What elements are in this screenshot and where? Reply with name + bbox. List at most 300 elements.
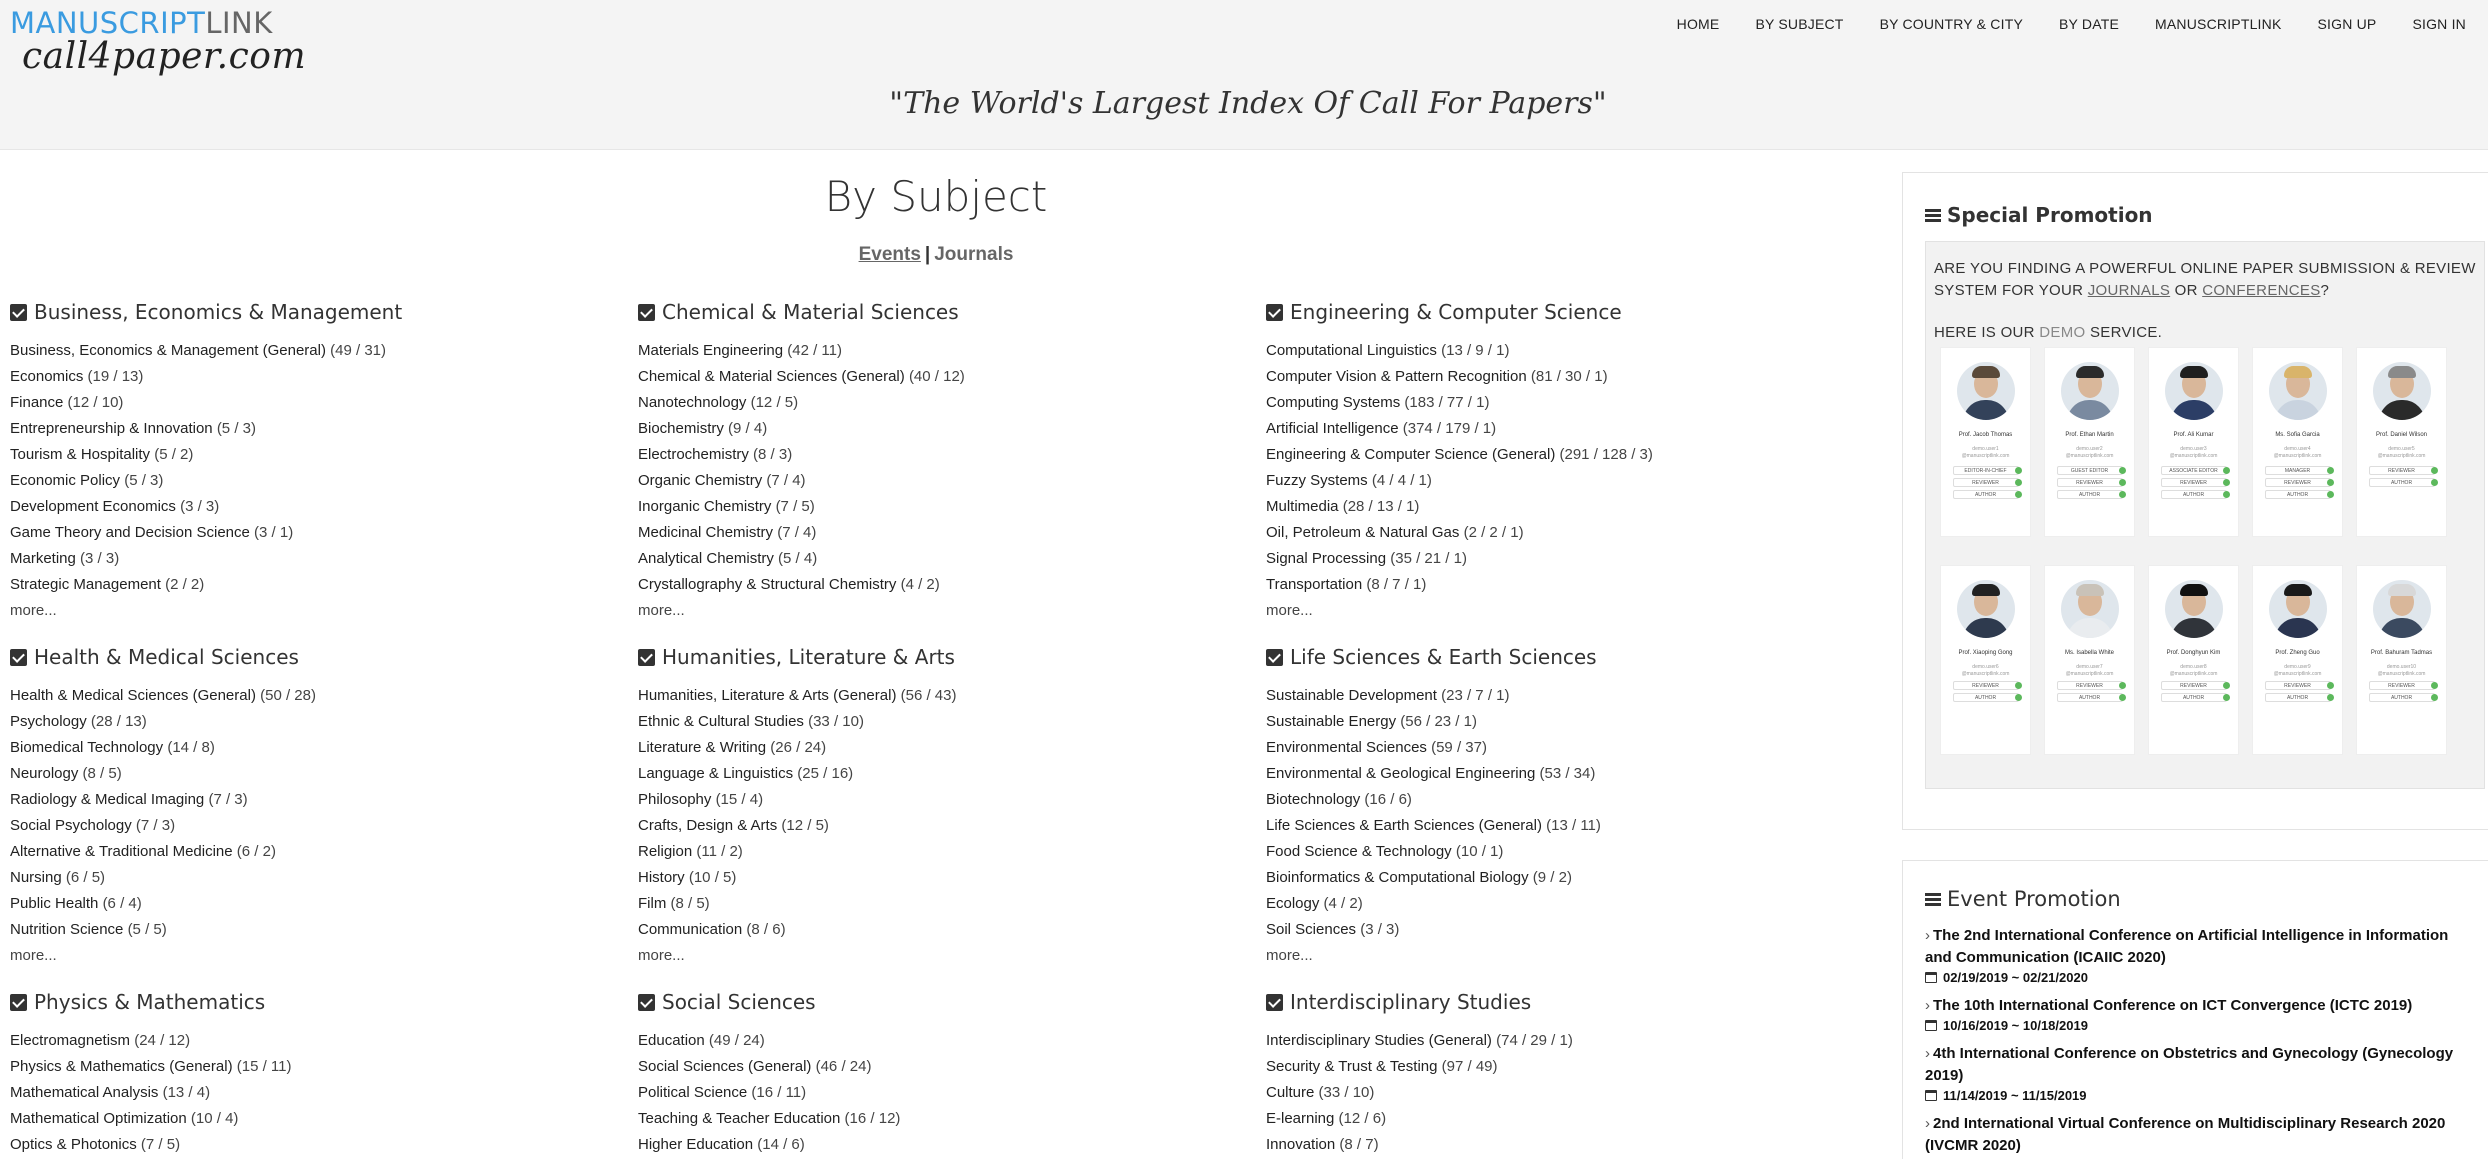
subject-item[interactable] (10, 546, 630, 572)
subject-item-count: (183 / 77 / 1) (1404, 394, 1490, 411)
subject-item-count: (5 / 5) (127, 921, 167, 938)
subject-item[interactable] (10, 1132, 630, 1158)
demo-user-name: Prof. Donghyun Kim (2166, 650, 2221, 656)
subject-item[interactable] (10, 390, 630, 416)
subject-item-count: (46 / 24) (815, 1058, 872, 1075)
subject-item-name[interactable]: Economic Policy (10, 472, 121, 489)
role-login-button[interactable]: REVIEWER (2265, 681, 2331, 690)
role-login-button[interactable]: AUTHOR (2369, 478, 2435, 487)
more-link[interactable]: more... (10, 947, 57, 964)
subject-item-name[interactable]: Crafts, Design & Arts (638, 817, 778, 834)
subject-item-count: (8 / 7) (1339, 1136, 1379, 1153)
subject-item-name[interactable]: Strategic Management (10, 576, 161, 593)
more-link[interactable]: more... (1266, 602, 1313, 619)
demo-user-domain: @manuscriptlink.com (2169, 671, 2218, 677)
subject-item[interactable] (10, 813, 630, 839)
subject-item[interactable] (10, 442, 630, 468)
subject-item-name[interactable]: Sustainable Energy (1266, 713, 1397, 730)
special-promotion-panel (1902, 172, 2488, 830)
subject-item[interactable] (1266, 546, 1886, 572)
subject-block-interdisciplinary-studies (1266, 990, 1886, 1158)
subject-item-count: (23 / 7 / 1) (1441, 687, 1510, 704)
subject-item[interactable] (638, 865, 1258, 891)
subject-item-name[interactable]: Finance (10, 394, 64, 411)
subject-item-name[interactable]: Computing Systems (1266, 394, 1401, 411)
demo-user-name: Prof. Zheng Guo (2275, 650, 2320, 656)
subject-item-name[interactable]: Nursing (10, 869, 62, 886)
event-link[interactable] (1925, 925, 2478, 969)
subject-item-count: (49 / 24) (708, 1032, 765, 1049)
subject-item-name[interactable]: Public Health (10, 895, 99, 912)
checkbox-checked-icon[interactable] (638, 994, 655, 1011)
subject-item[interactable] (1266, 813, 1886, 839)
subject-item-name[interactable]: Religion (638, 843, 693, 860)
role-login-button[interactable]: AUTHOR (2057, 693, 2123, 702)
subject-item-name[interactable]: Materials Engineering (638, 342, 784, 359)
subject-item[interactable] (10, 787, 630, 813)
subject-item[interactable] (10, 338, 630, 364)
subject-item[interactable] (638, 761, 1258, 787)
subject-item-name[interactable]: Education (638, 1032, 705, 1049)
subject-item-count: (8 / 5) (670, 895, 710, 912)
demo-user-card[interactable] (2356, 347, 2447, 537)
checkbox-checked-icon[interactable] (638, 304, 655, 321)
subject-item[interactable] (1266, 442, 1886, 468)
subject-heading[interactable] (638, 645, 1258, 669)
event-promotion-title: Event Promotion (1947, 887, 2121, 911)
more-link[interactable]: more... (638, 947, 685, 964)
demo-user-name: Prof. Jacob Thomas (1958, 432, 2013, 438)
subject-item-name[interactable]: Sustainable Development (1266, 687, 1437, 704)
subject-item[interactable] (10, 364, 630, 390)
demo-user-id: demo.user5 (2388, 446, 2415, 452)
subject-item-name[interactable]: Engineering & Computer Science (General) (1266, 446, 1556, 463)
subject-item-name[interactable]: Computational Linguistics (1266, 342, 1437, 359)
subject-item[interactable] (1266, 917, 1886, 943)
subject-heading[interactable] (1266, 645, 1886, 669)
checkbox-checked-icon[interactable] (1266, 304, 1283, 321)
subject-item[interactable] (638, 494, 1258, 520)
nav-by-country-city[interactable]: BY COUNTRY & CITY (1879, 16, 2023, 32)
subject-item-count: (59 / 37) (1431, 739, 1487, 756)
demo-user-name: Prof. Xiaoping Gong (1958, 650, 2013, 656)
subject-item[interactable] (1266, 416, 1886, 442)
subject-item-count: (16 / 11) (751, 1084, 807, 1101)
subject-item[interactable] (638, 468, 1258, 494)
subject-item[interactable] (1266, 364, 1886, 390)
checkbox-checked-icon[interactable] (1266, 649, 1283, 666)
subject-item[interactable] (638, 1080, 1258, 1106)
role-login-button[interactable]: AUTHOR (2369, 693, 2435, 702)
subject-item[interactable] (638, 1054, 1258, 1080)
nav-by-subject[interactable]: BY SUBJECT (1755, 16, 1844, 32)
subject-item-name[interactable]: Health & Medical Sciences (General) (10, 687, 256, 704)
subject-item-name[interactable]: Food Science & Technology (1266, 843, 1452, 860)
subject-item[interactable] (638, 787, 1258, 813)
subject-item-name[interactable]: Social Psychology (10, 817, 132, 834)
event-item (1925, 1113, 2478, 1157)
subject-item-name[interactable]: Oil, Petroleum & Natural Gas (1266, 524, 1460, 541)
promotion-question (1934, 258, 2476, 302)
role-login-button[interactable]: AUTHOR (2057, 490, 2123, 499)
subject-item[interactable] (1266, 1132, 1886, 1158)
subject-item[interactable] (638, 338, 1258, 364)
subject-item[interactable] (10, 416, 630, 442)
subject-item[interactable] (10, 1028, 630, 1054)
nav-sign-in[interactable]: SIGN IN (2412, 16, 2466, 32)
subject-item[interactable] (638, 520, 1258, 546)
subject-item-name[interactable]: Analytical Chemistry (638, 550, 774, 567)
subject-item-name[interactable]: Crystallography & Structural Chemistry (638, 576, 897, 593)
subject-item-name[interactable]: Optics & Photonics (10, 1136, 137, 1153)
subject-item-name[interactable]: Inorganic Chemistry (638, 498, 772, 515)
subject-item-count: (7 / 4) (777, 524, 817, 541)
subject-item[interactable] (638, 546, 1258, 572)
demo-user-domain: @manuscriptlink.com (1961, 671, 2010, 677)
subject-item-name[interactable]: Higher Education (638, 1136, 754, 1153)
subject-heading[interactable] (638, 990, 1258, 1014)
chevron-right-icon: › (1925, 1115, 1930, 1132)
subject-heading[interactable] (1266, 990, 1886, 1014)
demo-user-id: demo.user3 (2180, 446, 2207, 452)
subject-item-name[interactable]: Electromagnetism (10, 1032, 131, 1049)
demo-user-card[interactable] (2356, 565, 2447, 755)
subject-item-name[interactable]: Electrochemistry (638, 446, 749, 463)
subject-item[interactable] (10, 1054, 630, 1080)
subject-item-count: (8 / 5) (82, 765, 122, 782)
subject-item-name[interactable]: Economics (10, 368, 84, 385)
subject-item-name[interactable]: Development Economics (10, 498, 176, 515)
brand-script-logo[interactable]: call4paper.com (22, 36, 307, 77)
subject-item-count: (53 / 34) (1539, 765, 1596, 782)
subject-item[interactable] (10, 709, 630, 735)
demo-user-email (2378, 446, 2426, 460)
role-login-button[interactable]: EDITOR-IN-CHIEF (1953, 466, 2019, 475)
subject-item-name[interactable]: Environmental & Geological Engineering (1266, 765, 1536, 782)
subject-item-name[interactable]: Signal Processing (1266, 550, 1387, 567)
demo-user-name: Prof. Bahuram Tadmas (2370, 650, 2433, 656)
subject-item-name[interactable]: Chemical & Material Sciences (General) (638, 368, 905, 385)
checkbox-checked-icon[interactable] (638, 649, 655, 666)
role-login-button[interactable]: ASSOCIATE EDITOR (2161, 466, 2227, 475)
promotion-q-end: ? (2320, 282, 2330, 299)
demo-user-card[interactable] (2044, 347, 2135, 537)
subject-item[interactable] (638, 917, 1258, 943)
subject-item-name[interactable]: Fuzzy Systems (1266, 472, 1368, 489)
subject-block-engineering-computer-science (1266, 300, 1886, 624)
subject-item-name[interactable]: Biomedical Technology (10, 739, 164, 756)
subject-item-name[interactable]: Business, Economics & Management (General) (10, 342, 326, 359)
subject-item-name[interactable]: Nutrition Science (10, 921, 124, 938)
subject-item[interactable] (1266, 390, 1886, 416)
subject-item[interactable] (638, 416, 1258, 442)
subject-item[interactable] (638, 442, 1258, 468)
subject-item[interactable] (1266, 709, 1886, 735)
subject-item-count: (6 / 2) (236, 843, 276, 860)
subject-item[interactable] (1266, 735, 1886, 761)
demo-user-card[interactable] (1940, 347, 2031, 537)
subject-item-name[interactable]: Biochemistry (638, 420, 724, 437)
role-login-button[interactable]: AUTHOR (1953, 693, 2019, 702)
subject-item[interactable] (10, 839, 630, 865)
subject-item[interactable] (10, 891, 630, 917)
subject-item-name[interactable]: Communication (638, 921, 743, 938)
subject-item[interactable] (10, 683, 630, 709)
subject-item-count: (12 / 5) (750, 394, 799, 411)
brand-part1: MANUSCRIPT (10, 6, 206, 40)
subject-item[interactable] (638, 390, 1258, 416)
subject-item[interactable] (638, 572, 1258, 598)
subject-item-name[interactable]: Biotechnology (1266, 791, 1361, 808)
subject-item[interactable] (638, 1132, 1258, 1158)
subject-item-name[interactable]: Soil Sciences (1266, 921, 1357, 938)
role-login-button[interactable]: AUTHOR (2265, 693, 2331, 702)
role-login-button[interactable]: AUTHOR (2265, 490, 2331, 499)
subject-item[interactable] (10, 1080, 630, 1106)
event-link[interactable] (1925, 995, 2478, 1017)
top-nav (1659, 16, 2478, 32)
more-link[interactable]: more... (1266, 947, 1313, 964)
subject-item-name[interactable]: Innovation (1266, 1136, 1336, 1153)
subject-item-count: (26 / 24) (770, 739, 827, 756)
subject-heading[interactable] (10, 990, 630, 1014)
subject-item[interactable] (638, 839, 1258, 865)
subject-item[interactable] (10, 468, 630, 494)
role-login-button[interactable]: GUEST EDITOR (2057, 466, 2123, 475)
subject-item[interactable] (638, 1028, 1258, 1054)
subject-item-count: (56 / 43) (900, 687, 957, 704)
subject-item-name[interactable]: Entrepreneurship & Innovation (10, 420, 213, 437)
subject-item[interactable] (1266, 761, 1886, 787)
subject-item[interactable] (638, 709, 1258, 735)
subject-item-name[interactable]: History (638, 869, 685, 886)
demo-user-name: Prof. Ali Kumar (2173, 432, 2214, 438)
role-login-button[interactable]: REVIEWER (2265, 478, 2331, 487)
subject-item-name[interactable]: Political Science (638, 1084, 748, 1101)
subject-item-name[interactable]: Social Sciences (General) (638, 1058, 812, 1075)
subject-item-name[interactable]: Culture (1266, 1084, 1315, 1101)
subject-item[interactable] (10, 1106, 630, 1132)
demo-user-email (1962, 664, 2010, 678)
subject-item[interactable] (10, 917, 630, 943)
conferences-promo-link[interactable]: CONFERENCES (2202, 282, 2321, 299)
subject-item[interactable] (10, 572, 630, 598)
role-login-button[interactable]: AUTHOR (2161, 490, 2227, 499)
subject-item-name[interactable]: Medicinal Chemistry (638, 524, 774, 541)
subject-item[interactable] (1266, 865, 1886, 891)
subject-item[interactable] (10, 520, 630, 546)
subject-item-name[interactable]: Life Sciences & Earth Sciences (General) (1266, 817, 1542, 834)
subject-item-count: (42 / 11) (787, 342, 842, 359)
subject-item-name[interactable]: Security & Trust & Testing (1266, 1058, 1438, 1075)
role-login-button[interactable]: REVIEWER (2057, 478, 2123, 487)
subject-item-name[interactable]: Tourism & Hospitality (10, 446, 151, 463)
subject-item-name[interactable]: Artificial Intelligence (1266, 420, 1399, 437)
subject-item-name[interactable]: Philosophy (638, 791, 712, 808)
subject-item-count: (40 / 12) (908, 368, 965, 385)
subject-item-name[interactable]: Multimedia (1266, 498, 1339, 515)
avatar (2269, 362, 2327, 420)
subject-item[interactable] (1266, 891, 1886, 917)
subject-item-count: (14 / 6) (757, 1136, 805, 1153)
subject-item-name[interactable]: E-learning (1266, 1110, 1335, 1127)
demo-user-name: Prof. Daniel Wilson (2375, 432, 2428, 438)
event-date (1925, 970, 2478, 985)
subject-heading[interactable] (1266, 300, 1886, 324)
subject-item[interactable] (1266, 683, 1886, 709)
demo-user-name: Ms. Isabella White (2064, 650, 2115, 656)
subject-item-name[interactable]: Film (638, 895, 667, 912)
subject-item-name[interactable]: Organic Chemistry (638, 472, 763, 489)
subject-item-name[interactable]: Environmental Sciences (1266, 739, 1427, 756)
subject-item-count: (33 / 10) (1318, 1084, 1375, 1101)
subject-item[interactable] (1266, 1054, 1886, 1080)
checkbox-checked-icon[interactable] (1266, 994, 1283, 1011)
brand-logo[interactable] (10, 6, 273, 40)
events-link[interactable]: Events (858, 244, 921, 265)
subject-item[interactable] (1266, 787, 1886, 813)
subject-item[interactable] (638, 735, 1258, 761)
chevron-right-icon: › (1925, 997, 1930, 1014)
subject-item[interactable] (10, 865, 630, 891)
demo-post: SERVICE. (2085, 324, 2163, 341)
subject-item-count: (81 / 30 / 1) (1530, 368, 1608, 385)
subject-item-name[interactable]: Literature & Writing (638, 739, 767, 756)
subject-item[interactable] (638, 1106, 1258, 1132)
role-login-button[interactable]: MANAGER (2265, 466, 2331, 475)
role-login-button[interactable]: AUTHOR (2161, 693, 2227, 702)
subject-item-name[interactable]: Transportation (1266, 576, 1363, 593)
checkbox-checked-icon[interactable] (10, 304, 27, 321)
event-link[interactable] (1925, 1043, 2478, 1087)
role-login-button[interactable]: REVIEWER (2369, 681, 2435, 690)
subject-list (1266, 683, 1886, 943)
subject-item-name[interactable]: Physics & Mathematics (General) (10, 1058, 233, 1075)
role-login-button[interactable]: REVIEWER (2161, 681, 2227, 690)
subject-item[interactable] (10, 735, 630, 761)
demo-user-card[interactable] (2148, 347, 2239, 537)
more-link[interactable]: more... (638, 602, 685, 619)
event-link[interactable] (1925, 1113, 2478, 1157)
subject-list (638, 338, 1258, 598)
demo-user-domain: @manuscriptlink.com (2377, 671, 2426, 677)
subject-heading[interactable] (10, 300, 630, 324)
subject-item[interactable] (1266, 338, 1886, 364)
subject-item-name[interactable]: Ecology (1266, 895, 1320, 912)
subject-heading[interactable] (10, 645, 630, 669)
nav-home[interactable]: HOME (1676, 16, 1720, 32)
role-login-button[interactable]: AUTHOR (1953, 490, 2019, 499)
subject-item-name[interactable]: Neurology (10, 765, 79, 782)
nav-by-date[interactable]: BY DATE (2059, 16, 2120, 32)
subject-item-name[interactable]: Mathematical Analysis (10, 1084, 159, 1101)
subject-item-count: (13 / 11) (1546, 817, 1601, 834)
subject-item-count: (3 / 3) (1360, 921, 1400, 938)
subject-item-name[interactable]: Language & Linguistics (638, 765, 794, 782)
role-login-button[interactable]: REVIEWER (2161, 478, 2227, 487)
demo-user-card[interactable] (2252, 565, 2343, 755)
subject-heading[interactable] (638, 300, 1258, 324)
subject-item-name[interactable]: Teaching & Teacher Education (638, 1110, 841, 1127)
subject-item-name[interactable]: Game Theory and Decision Science (10, 524, 250, 541)
subject-item-name[interactable]: Radiology & Medical Imaging (10, 791, 205, 808)
brand-part2: LINK (205, 6, 273, 40)
subject-block-physics-mathematics (10, 990, 630, 1158)
subject-item-count: (2 / 2 / 1) (1463, 524, 1524, 541)
subject-item[interactable] (638, 364, 1258, 390)
checkbox-checked-icon[interactable] (10, 649, 27, 666)
demo-link[interactable]: DEMO (2039, 324, 2086, 341)
subject-item[interactable] (1266, 1106, 1886, 1132)
subject-item-count: (7 / 4) (766, 472, 806, 489)
subject-item-name[interactable]: Interdisciplinary Studies (General) (1266, 1032, 1492, 1049)
subject-title: Social Sciences (662, 990, 816, 1014)
subject-item[interactable] (10, 494, 630, 520)
subject-item-count: (8 / 3) (753, 446, 793, 463)
journals-link[interactable]: Journals (934, 244, 1014, 265)
subject-item-count: (291 / 128 / 3) (1559, 446, 1653, 463)
subject-item-name[interactable]: Ethnic & Cultural Studies (638, 713, 804, 730)
role-login-button[interactable]: REVIEWER (1953, 681, 2019, 690)
subject-item[interactable] (638, 891, 1258, 917)
subject-title: Interdisciplinary Studies (1290, 990, 1532, 1014)
subject-item-name[interactable]: Humanities, Literature & Arts (General) (638, 687, 897, 704)
journals-promo-link[interactable]: JOURNALS (2087, 282, 2171, 299)
subject-item[interactable] (1266, 520, 1886, 546)
subject-item[interactable] (1266, 494, 1886, 520)
subject-item[interactable] (1266, 468, 1886, 494)
demo-user-email (2170, 664, 2218, 678)
subject-item-name[interactable]: Mathematical Optimization (10, 1110, 187, 1127)
subject-item-count: (7 / 3) (135, 817, 176, 834)
nav-manuscriptlink[interactable]: MANUSCRIPTLINK (2155, 16, 2282, 32)
subject-item-name[interactable]: Bioinformatics & Computational Biology (1266, 869, 1529, 886)
subject-item-name[interactable]: Nanotechnology (638, 394, 747, 411)
promotion-demo-line (1934, 324, 2476, 341)
demo-user-card[interactable] (2044, 565, 2135, 755)
subject-item-name[interactable]: Psychology (10, 713, 87, 730)
demo-user-card[interactable] (1940, 565, 2031, 755)
subject-item[interactable] (1266, 572, 1886, 598)
subject-item[interactable] (10, 761, 630, 787)
subject-item-count: (50 / 28) (260, 687, 316, 704)
role-login-button[interactable]: REVIEWER (2369, 466, 2435, 475)
role-login-button[interactable]: REVIEWER (2057, 681, 2123, 690)
subject-item-name[interactable]: Computer Vision & Pattern Recognition (1266, 368, 1527, 385)
subject-item-count: (5 / 4) (778, 550, 818, 567)
subject-list (10, 1028, 630, 1158)
event-title: 2nd International Virtual Conference on Multidisciplinary Research 2020 (IVCMR 2020) (1925, 1115, 2446, 1154)
subject-item[interactable] (638, 813, 1258, 839)
more-link[interactable]: more... (10, 602, 57, 619)
demo-user-domain: @manuscriptlink.com (2273, 671, 2322, 677)
demo-user-card[interactable] (2252, 347, 2343, 537)
subject-item[interactable] (1266, 1080, 1886, 1106)
subject-item-name[interactable]: Marketing (10, 550, 76, 567)
role-login-button[interactable]: REVIEWER (1953, 478, 2019, 487)
event-item (1925, 995, 2478, 1033)
subject-item[interactable] (1266, 1028, 1886, 1054)
subject-item-count: (12 / 5) (781, 817, 829, 834)
nav-sign-up[interactable]: SIGN UP (2317, 16, 2377, 32)
subject-list (638, 683, 1258, 943)
avatar (2165, 580, 2223, 638)
subject-item[interactable] (638, 683, 1258, 709)
subject-item-name[interactable]: Alternative & Traditional Medicine (10, 843, 233, 860)
demo-user-card[interactable] (2148, 565, 2239, 755)
checkbox-checked-icon[interactable] (10, 994, 27, 1011)
subject-item[interactable] (1266, 839, 1886, 865)
